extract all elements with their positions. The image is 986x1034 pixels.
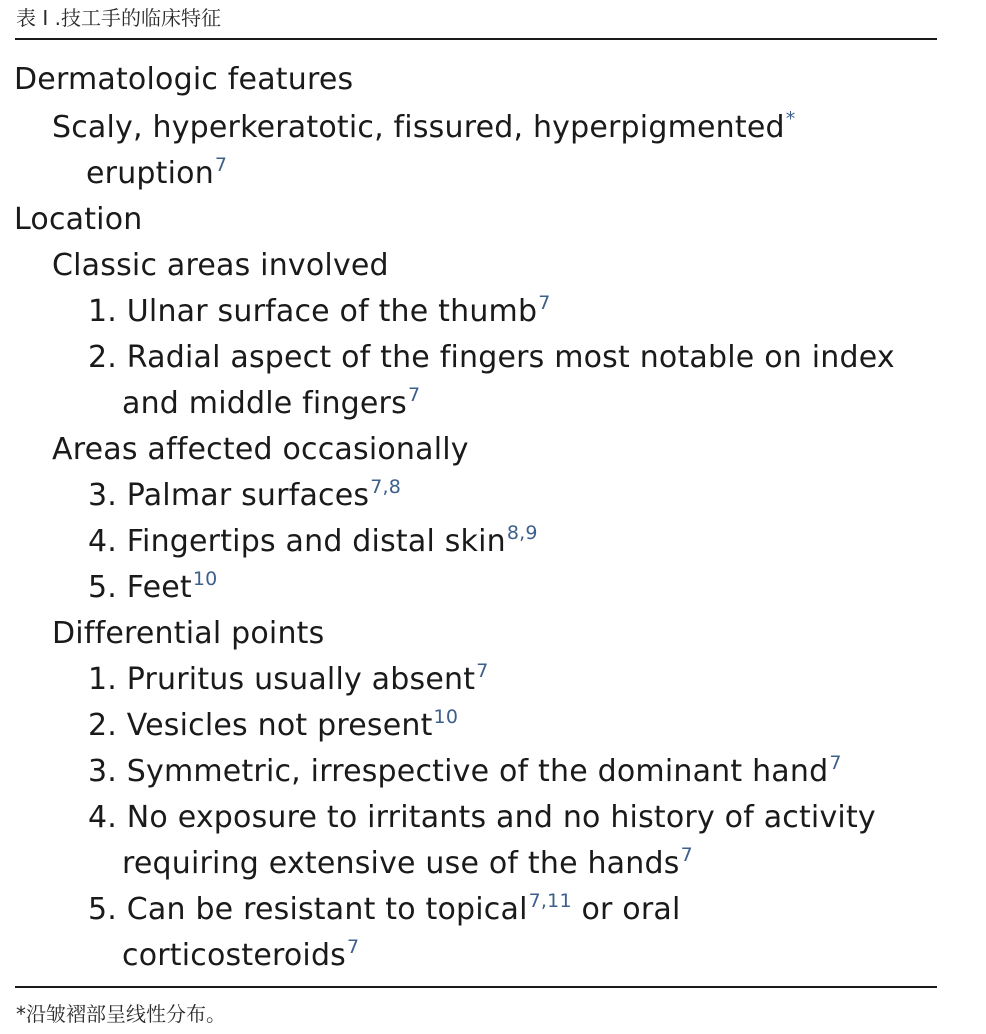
- top-rule: [15, 38, 937, 40]
- list-item-continued: requiring extensive use of the hands$^7$: [122, 844, 693, 881]
- subheading-differential-points: Differential points: [52, 616, 325, 651]
- feature-item-continued: eruption$^7$: [86, 154, 228, 191]
- reference-superscript: 7,11: [528, 890, 572, 912]
- reference-superscript: 10: [433, 706, 459, 728]
- list-item-continued: corticosteroids$^7$: [122, 936, 360, 973]
- subheading-occasional-areas: Areas affected occasionally: [52, 432, 469, 467]
- list-item-continued: and middle fingers$^7$: [122, 384, 421, 421]
- subheading-classic-areas: Classic areas involved: [52, 248, 389, 283]
- reference-superscript: 7: [680, 844, 693, 866]
- list-item: 2. Vesicles not present$^{10}$: [88, 706, 459, 743]
- list-item: 5. Feet$^{10}$: [88, 568, 218, 605]
- list-item: 1. Ulnar surface of the thumb$^7$: [88, 292, 551, 329]
- reference-superscript: 8,9: [506, 522, 538, 544]
- reference-superscript: 7: [476, 660, 489, 682]
- list-item: 4. Fingertips and distal skin$^{8,9}$: [88, 522, 538, 559]
- footnote-marker: *: [785, 108, 796, 130]
- reference-superscript: 7: [538, 292, 551, 314]
- reference-superscript: 7: [829, 752, 842, 774]
- reference-superscript: 10: [192, 568, 218, 590]
- table-footnote: *沿皱褶部呈线性分布。: [16, 1002, 226, 1026]
- feature-item: Scaly, hyperkeratotic, fissured, hyperpigmented*: [52, 108, 796, 145]
- list-item: 1. Pruritus usually absent$^7$: [88, 660, 489, 697]
- section-heading-location: Location: [14, 202, 143, 237]
- reference-superscript: 7: [347, 936, 360, 958]
- reference-superscript: 7: [214, 154, 228, 176]
- list-item: 3. Symmetric, irrespective of the dominant hand$^7$: [88, 752, 842, 789]
- reference-superscript: 7: [407, 384, 421, 406]
- list-item: 3. Palmar surfaces$^{7,8}$: [88, 476, 402, 513]
- table-caption: 表 I .技工手的临床特征: [16, 6, 221, 30]
- reference-superscript: 7,8: [370, 476, 402, 498]
- list-item: 4. No exposure to irritants and no history of activity: [88, 800, 876, 835]
- section-heading-dermatologic: Dermatologic features: [14, 62, 354, 97]
- list-item: 2. Radial aspect of the fingers most notable on index: [88, 340, 895, 375]
- bottom-rule: [15, 986, 937, 988]
- list-item: 5. Can be resistant to topical$^{7,11}$ or oral: [88, 890, 681, 927]
